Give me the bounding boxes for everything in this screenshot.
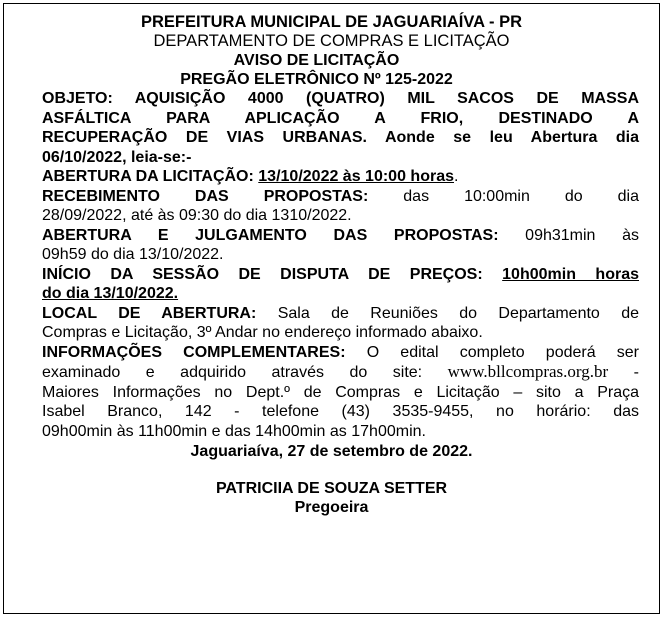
- recebimento-line-1: das 10:00min do dia: [368, 187, 639, 205]
- objeto-paragraph: [42, 89, 639, 167]
- date-line: Jaguariaíva, 27 de setembro de 2022.: [190, 443, 473, 460]
- recebimento-paragraph: [42, 187, 639, 226]
- info-line-2-post: -: [608, 364, 640, 381]
- disputa-label: INÍCIO DA SESSÃO DE DISPUTA DE PREÇOS:: [42, 265, 503, 283]
- info-paragraph: [42, 343, 639, 442]
- info-line-1: O edital completo poderá ser: [345, 343, 640, 361]
- julgamento-line-2: 09h59 do dia 13/10/2022.: [42, 246, 224, 263]
- header-prefeitura: PREFEITURA MUNICIPAL DE JAGUARIAÍVA - PR: [140, 13, 523, 31]
- signature-role: Pregoeira: [294, 499, 369, 516]
- abertura-tail: .: [453, 168, 459, 185]
- abertura-label: ABERTURA DA LICITAÇÃO:: [42, 168, 259, 185]
- local-line-2: Compras e Licitação, 3º Andar no endereço informado abaixo.: [42, 324, 483, 341]
- local-label: LOCAL DE ABERTURA:: [42, 304, 257, 322]
- julgamento-paragraph: [42, 226, 639, 265]
- info-line-3: Maiores Informações no Dept.º de Compras e Licitação – sito a Praça: [42, 383, 639, 401]
- notice-box: [3, 3, 660, 614]
- header-pregao: PREGÃO ELETRÔNICO Nº 125-2022: [180, 71, 453, 88]
- recebimento-label: RECEBIMENTO DAS PROPOSTAS:: [42, 187, 369, 205]
- info-line-4: Isabel Branco, 142 - telefone (43) 3535-9455, no horário: das: [42, 403, 639, 420]
- disputa-paragraph: [42, 265, 639, 304]
- disputa-value-2: do dia 13/10/2022.: [42, 285, 179, 302]
- objeto-line-3: RECUPERAÇÃO DE VIAS URBANAS. Aonde se leu Abertura dia: [42, 129, 639, 146]
- info-line-5: 09h00min às 11h00min e das 14h00min as 17h00min.: [42, 422, 426, 440]
- header-aviso: AVISO DE LICITAÇÃO: [233, 52, 400, 69]
- abertura-value: 13/10/2022 às 10:00 horas: [258, 168, 454, 185]
- signature-name: PATRICIIA DE SOUZA SETTER: [215, 480, 448, 497]
- disputa-value-1: 10h00min horas: [502, 265, 640, 283]
- info-label: INFORMAÇÕES COMPLEMENTARES:: [42, 343, 346, 361]
- abertura-paragraph: [42, 167, 639, 187]
- local-paragraph: [42, 304, 639, 343]
- info-line-2-pre: examinado e adquirido através do site:: [42, 364, 448, 381]
- julgamento-line-1: 09h31min às: [498, 226, 639, 244]
- julgamento-label: ABERTURA E JULGAMENTO DAS PROPOSTAS:: [42, 226, 499, 244]
- site-link[interactable]: www.bllcompras.org.br: [447, 362, 609, 381]
- local-line-1: Sala de Reuniões do Departamento de: [256, 304, 640, 322]
- objeto-line-1: OBJETO: AQUISIÇÃO 4000 (QUATRO) MIL SACOS DE MASSA: [42, 90, 639, 107]
- recebimento-line-2: 28/09/2022, até às 09:30 do dia 1310/2022.: [42, 207, 352, 224]
- objeto-line-4: 06/10/2022, leia-se:-: [42, 148, 192, 166]
- header-departamento: DEPARTAMENTO DE COMPRAS E LICITAÇÃO: [153, 32, 510, 50]
- objeto-line-2: ASFÁLTICA PARA APLICAÇÃO A FRIO, DESTINADO A: [42, 109, 639, 127]
